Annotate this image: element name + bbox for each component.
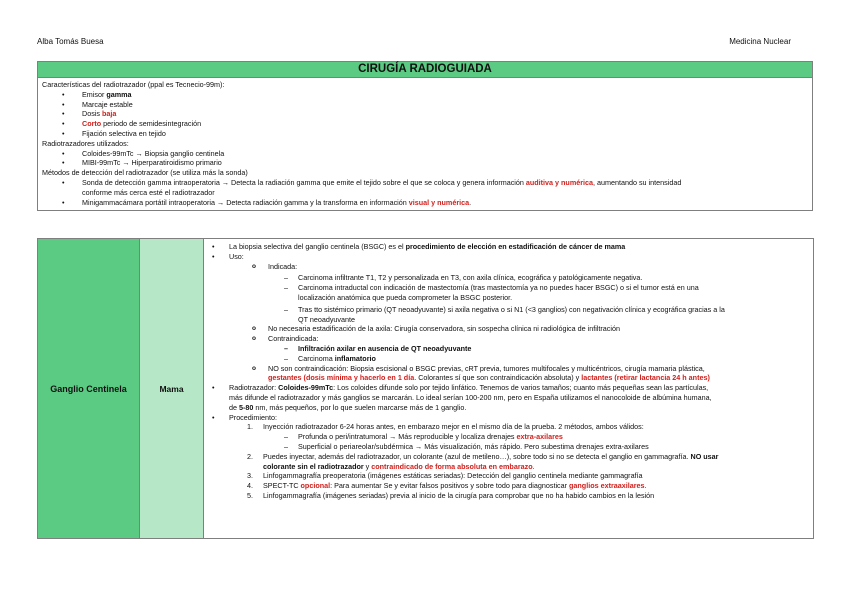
list-item: • Sonda de detección gamma intraoperatoria → Detecta la radiación gamma que emite el tejido sobre el que se coloca y genera información auditiva y numérica, aumentando su intensidad [42,178,808,188]
author-name: Alba Tomás Buesa [37,37,104,46]
numbered-item: 5. Linfogammagrafía (imágenes seriadas) previa al inicio de la cirugía para comprobar que no ha habido cambios en la lesión [247,490,655,500]
page-title: CIRUGÍA RADIOGUIADA [38,62,813,78]
list-item: • MIBI-99mTc → Hiperparatiroidismo primario [42,158,808,168]
list-item: • Fijación selectiva en tejido [42,129,808,139]
list-item-continuation: gestantes (dosis mínima y hacerlo en 1 día. Colorantes sí que son contraindicación absoluta) y lactantes (retirar lactancia 24 h antes) [268,373,710,383]
subsection-label: Mama [140,239,204,539]
section-label: Ganglio Centinela [38,239,140,539]
list-item: o No necesaria estadificación de la axila: Cirugía conservadora, sin sospecha clínica ni radiológica de infiltración [208,324,809,334]
numbered-item-continuation: colorante sin el radiotrazador y contraindicado de forma absoluta en embarazo. [263,461,535,471]
list-item-continuation: conforme más cerca esté el radiotrazador [82,187,215,197]
list-item: o Indicada: [208,262,809,272]
list-item: • Procedimiento: [208,413,809,423]
list-item: • Radiotrazador: Coloides-99mTc: Los coloides difunde solo por tejido linfático. Tenemos de varios tamaños; cuanto más pequeñas sean las partículas, [208,383,809,393]
list-item: – Superficial o periareolar/subdérmica → Más visualización, más rápido. Pero subestima drenajes extra-axilares [208,442,809,452]
list-item: – Tras tto sistémico primario (QT neoadyuvante) si axila negativa o si N1 (<3 ganglios) con negativación clínica y ecográfica gracias a la [208,305,809,315]
list-item: • La biopsia selectiva del ganglio centinela (BSGC) es el procedimiento de elección en estadificación de cáncer de mama [208,242,809,252]
list-item: • Corto periodo de semidesintegración [42,119,808,129]
list-item-continuation: localización anatómica que pueda comprometer la BSGC posterior. [298,292,513,302]
radiotrazadores-heading: Radiotrazadores utilizados: [42,138,129,148]
list-item: • Dosis baja [42,109,808,119]
list-item-continuation: más difunde el radiotrazador y más ganglios se marcarán. Lo ideal serían 100-200 nm, pero en España utilizamos el nanocoloide de albúmina humana, [229,392,712,402]
main-table [37,238,814,539]
subject-name: Medicina Nuclear [729,37,791,46]
list-item: o Contraindicada: [208,334,809,344]
numbered-item: 3. Linfogammagrafía preoperatoria (imágenes estáticas seriadas): Detección del ganglio centinela mediante gammagrafía [247,471,643,481]
list-item: • Minigammacámara portátil intraoperatoria → Detecta radiación gamma y la transforma en información visual y numérica. [42,198,808,208]
list-item: – Carcinoma intraductal con indicación de mastectomía (tras mastectomía ya no puedes hacer BSGC) o si el tumor está en una [208,283,809,293]
list-item-continuation: QT neoadyuvante [298,314,356,324]
list-item: • Uso: [208,252,809,262]
numbered-item: 1. Inyección radiotrazador 6-24 horas antes, en embarazo mejor en el mismo día de la prueba. 2 métodos, ambos válidos: [247,422,644,432]
metodos-heading: Métodos de detección del radiotrazador (se utiliza más la sonda) [42,168,248,178]
list-item: • Emisor gamma [42,90,808,100]
caract-heading: Características del radiotrazador (ppal es Tecnecio-99m): [42,80,225,89]
list-item: • Marcaje estable [42,100,808,110]
list-item: – Infiltración axilar en ausencia de QT neoadyuvante [208,344,809,354]
list-item: – Carcinoma inflamatorio [208,354,809,364]
numbered-item: 2. Puedes inyectar, además del radiotrazador, un colorante (azul de metileno…), sobre todo si no se detecta el ganglio en gammagrafía. NO usar [247,451,719,461]
list-item-continuation: de 5-80 nm, más pequeños, por lo que suelen marcarse más de 1 ganglio. [229,402,467,412]
content-cell [204,239,814,539]
list-item: • Coloides-99mTc → Biopsia ganglio centinela [42,149,808,159]
summary-table [37,61,813,211]
summary-cell [38,78,813,211]
list-item: – Profunda o peri/intratumoral → Más reproducible y localiza drenajes extra-axilares [208,432,809,442]
list-item: o NO son contraindicación: Biopsia escisional o BSGC previas, cRT previa, tumores multifocales y multicéntricos, cirugía mamaria plástica, [208,364,809,374]
numbered-item: 4. SPECT-TC opcional: Para aumentar Se y evitar falsos positivos y sobre todo para diagnosticar ganglios extraaxilares. [247,481,647,491]
list-item: – Carcinoma infiltrante T1, T2 y personalizada en T3, con axila clínica, ecográfica y patológicamente negativa. [208,273,809,283]
